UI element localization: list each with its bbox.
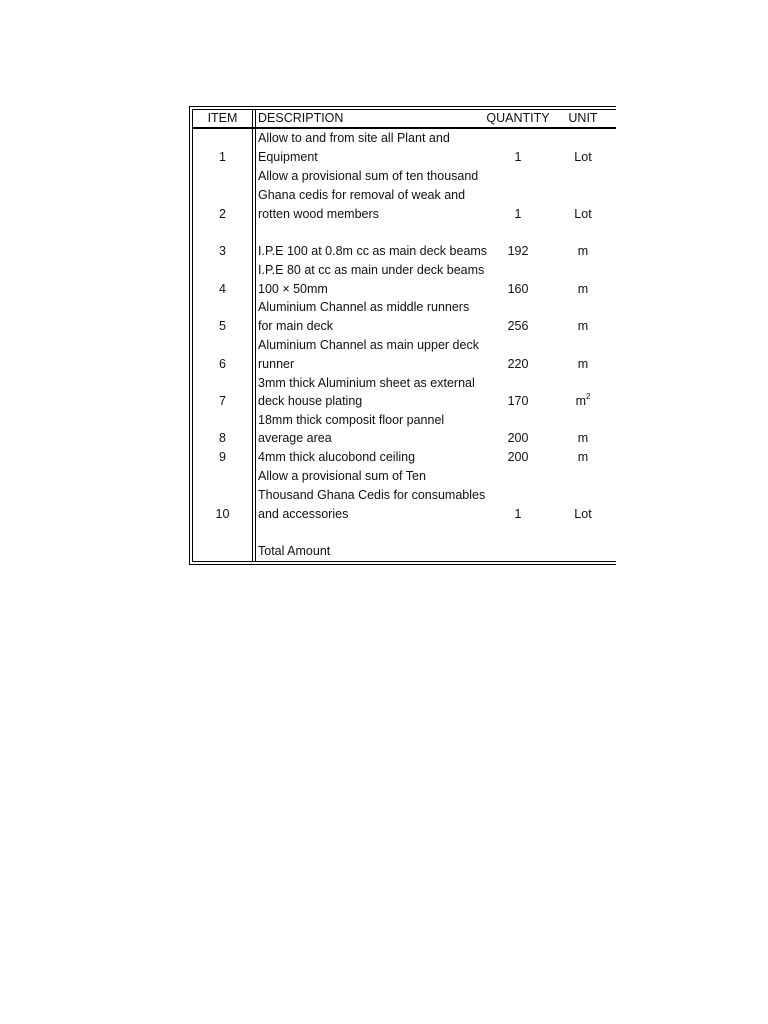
row-description: Ghana cedis for removal of weak and bbox=[258, 188, 466, 202]
row-item: 1 bbox=[219, 150, 226, 164]
row-description: 18mm thick composit floor pannel bbox=[258, 413, 445, 427]
row-description: Aluminium Channel as middle runners bbox=[258, 300, 470, 314]
total-amount-label: Total Amount bbox=[258, 544, 331, 558]
row-unit: m bbox=[577, 431, 589, 445]
row-quantity: 1 bbox=[514, 150, 522, 164]
row-item: 2 bbox=[219, 207, 226, 221]
row-unit: m bbox=[577, 450, 589, 464]
row-description: rotten wood members bbox=[258, 207, 379, 221]
row-description: I.P.E 100 at 0.8m cc as main deck beams bbox=[258, 244, 488, 258]
row-item: 4 bbox=[219, 282, 226, 296]
table-border bbox=[189, 106, 190, 565]
row-item: 6 bbox=[219, 357, 226, 371]
row-unit: Lot bbox=[574, 507, 592, 521]
row-quantity: 1 bbox=[514, 507, 522, 521]
header-item: ITEM bbox=[207, 111, 238, 125]
row-unit bbox=[554, 392, 612, 411]
row-description: 3mm thick Aluminium sheet as external bbox=[258, 376, 475, 390]
row-quantity: 192 bbox=[507, 244, 529, 258]
table-border bbox=[189, 106, 616, 107]
header-quantity: QUANTITY bbox=[486, 111, 550, 125]
row-unit: Lot bbox=[574, 207, 592, 221]
row-description: average area bbox=[258, 431, 332, 445]
row-item: 7 bbox=[219, 394, 226, 408]
row-description: Equipment bbox=[258, 150, 318, 164]
header-unit: UNIT bbox=[568, 111, 598, 125]
row-quantity: 200 bbox=[507, 450, 529, 464]
unit-exponent: 2 bbox=[585, 392, 591, 401]
bill-of-quantities-table bbox=[189, 106, 616, 565]
row-quantity: 220 bbox=[507, 357, 529, 371]
table-border bbox=[189, 564, 616, 565]
row-description: I.P.E 80 at cc as main under deck beams bbox=[258, 263, 485, 277]
row-description: and accessories bbox=[258, 507, 349, 521]
row-description: Allow a provisional sum of Ten bbox=[258, 469, 426, 483]
row-description: Allow a provisional sum of ten thousand bbox=[258, 169, 479, 183]
row-unit: m bbox=[577, 244, 589, 258]
row-unit: m bbox=[577, 357, 589, 371]
row-description: runner bbox=[258, 357, 295, 371]
row-unit: Lot bbox=[574, 150, 592, 164]
unit-base: m bbox=[575, 394, 586, 408]
row-description: Aluminium Channel as main upper deck bbox=[258, 338, 479, 352]
row-description: 100 × 50mm bbox=[258, 282, 328, 296]
row-item: 10 bbox=[215, 507, 230, 521]
row-description: Allow to and from site all Plant and bbox=[258, 131, 450, 145]
row-quantity: 256 bbox=[507, 319, 529, 333]
row-item: 3 bbox=[219, 244, 226, 258]
column-divider bbox=[255, 109, 256, 562]
row-unit: m bbox=[577, 319, 589, 333]
row-item: 8 bbox=[219, 431, 226, 445]
row-unit: m bbox=[577, 282, 589, 296]
row-description: Thousand Ghana Cedis for consumables bbox=[258, 488, 486, 502]
row-description: deck house plating bbox=[258, 394, 363, 408]
row-description: 4mm thick alucobond ceiling bbox=[258, 450, 416, 464]
row-quantity: 170 bbox=[507, 394, 529, 408]
row-quantity: 200 bbox=[507, 431, 529, 445]
header-description: DESCRIPTION bbox=[258, 111, 344, 125]
row-item: 5 bbox=[219, 319, 226, 333]
row-quantity: 160 bbox=[507, 282, 529, 296]
row-description: for main deck bbox=[258, 319, 334, 333]
row-item: 9 bbox=[219, 450, 226, 464]
row-quantity: 1 bbox=[514, 207, 522, 221]
column-divider bbox=[252, 109, 253, 562]
